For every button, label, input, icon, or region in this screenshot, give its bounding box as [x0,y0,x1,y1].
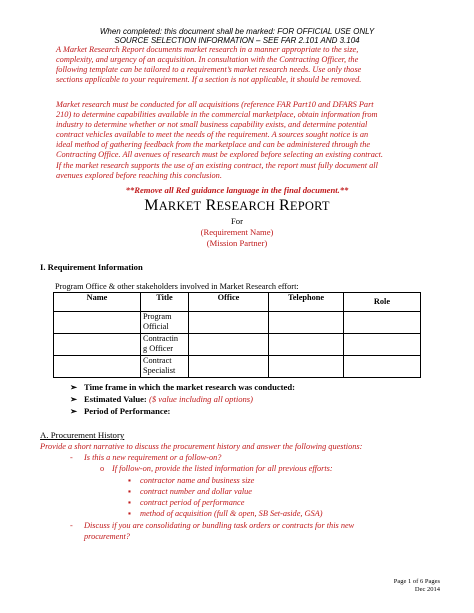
col-telephone: Telephone [269,293,344,312]
guidance-line: ideal method of gathering feedback from the marketplace and can be administered through the [56,140,371,150]
bullet-period-of-performance: ➢ Period of Performance: [70,406,171,416]
cell-role[interactable] [344,356,421,378]
guidance-line: contract vehicles available to meet the needs of the requirement. A sources sought notice is an [56,130,369,140]
dash-bullet-icon: - [70,453,73,462]
history-item: ▪ contractor name and business size [128,476,255,485]
intro-line: following template can be tailored to a requirement’s market research needs. Use only those [56,65,362,75]
circle-bullet-icon: o [100,464,105,473]
marking-line-2: SOURCE SELECTION INFORMATION – SEE FAR 2.101 AND 3.104 [114,36,360,45]
question-new-or-follow-on: - Is this a new requirement or a follow-on? [70,453,222,462]
follow-on-instruction: o If follow-on, provide the listed information for all previous efforts: [100,464,333,473]
cell-name[interactable] [54,334,141,356]
requirement-name-placeholder: (Requirement Name) [200,227,274,237]
table-row [54,356,421,378]
mission-partner-placeholder: (Mission Partner) [206,238,268,248]
cell-role[interactable] [344,334,421,356]
arrow-bullet-icon: ➢ [70,394,78,404]
section-requirement-information: I. Requirement Information [40,262,143,272]
cell-role[interactable] [344,312,421,334]
bullet-timeframe: ➢ Time frame in which the market research was conducted: [70,382,295,392]
guidance-line: 210) to determine capabilities available in the commercial marketplace, obtain information from [56,110,378,120]
section-procurement-history: A. Procurement History [40,430,125,440]
cell-office[interactable] [189,356,269,378]
history-item: ▪ contract period of performance [128,498,245,507]
table-row [54,334,421,356]
col-office: Office [189,293,269,312]
intro-line: complexity, and urgency of an acquisition. In consultation with the Contracting Officer, the [56,55,359,65]
intro-guidance [56,45,426,85]
remove-red-note: **Remove all Red guidance language in the final document.** [125,185,349,195]
square-bullet-icon: ▪ [128,509,131,518]
question-consolidation: - Discuss if you are consolidating or bundling task orders or contracts for this new [70,521,355,530]
col-name: Name [54,293,141,312]
page-number: Page 1 of 6 Pages [393,578,440,585]
cell-office[interactable] [189,334,269,356]
arrow-bullet-icon: ➢ [70,406,78,416]
cell-title: Program Official [141,312,189,334]
col-role: Role [344,293,421,312]
cell-telephone[interactable] [269,356,344,378]
stakeholder-table [53,292,421,378]
procurement-intro: Provide a short narrative to discuss the procurement history and answer the following questions: [40,442,363,451]
intro-line: A Market Research Report documents market research in a manner appropriate to the size, [56,45,359,54]
document-title: MARKET RESEARCH REPORT [144,197,330,214]
square-bullet-icon: ▪ [128,487,131,496]
bullet-estimated-value: ➢ Estimated Value: ($ value including all options) [70,394,254,404]
cell-office[interactable] [189,312,269,334]
table-header-row [54,293,421,312]
history-item: ▪ method of acquisition (full & open, SB Set-aside, GSA) [128,509,323,518]
question-consolidation-cont: procurement? [84,532,130,541]
table-caption: Program Office & other stakeholders involved in Market Research effort: [55,282,299,291]
cell-telephone[interactable] [269,334,344,356]
guidance-line: Contracting Office. All avenues of research must be explored before selecting an existing contract. [56,150,383,160]
guidance-line: Market research must be conducted for all acquisitions (reference FAR Part10 and DFARS Part [56,100,374,109]
market-research-guidance [56,100,426,181]
arrow-bullet-icon: ➢ [70,382,78,392]
col-title: Title [141,293,189,312]
cell-title: Contractin g Officer [141,334,189,356]
document-date: Dec 2014 [414,586,440,593]
intro-line: sections applicable to your requirement. If a section is not applicable, it should be removed. [56,75,362,85]
cell-telephone[interactable] [269,312,344,334]
marking-line-1: When completed: this document shall be marked: FOR OFFICIAL USE ONLY [99,27,375,36]
guidance-line: industry to determine whether or not small business capability exists, and determine potential [56,120,368,130]
cell-name[interactable] [54,356,141,378]
guidance-line: If the market research supports the use of an existing contract, the report must fully document all [56,160,378,170]
cell-name[interactable] [54,312,141,334]
square-bullet-icon: ▪ [128,498,131,507]
for-label: For [231,216,243,226]
dash-bullet-icon: - [70,521,73,530]
square-bullet-icon: ▪ [128,476,131,485]
table-row [54,312,421,334]
history-item: ▪ contract number and dollar value [128,487,252,496]
cell-title: Contract Specialist [141,356,189,378]
guidance-line: avenues explored before reaching this conclusion. [56,170,222,180]
